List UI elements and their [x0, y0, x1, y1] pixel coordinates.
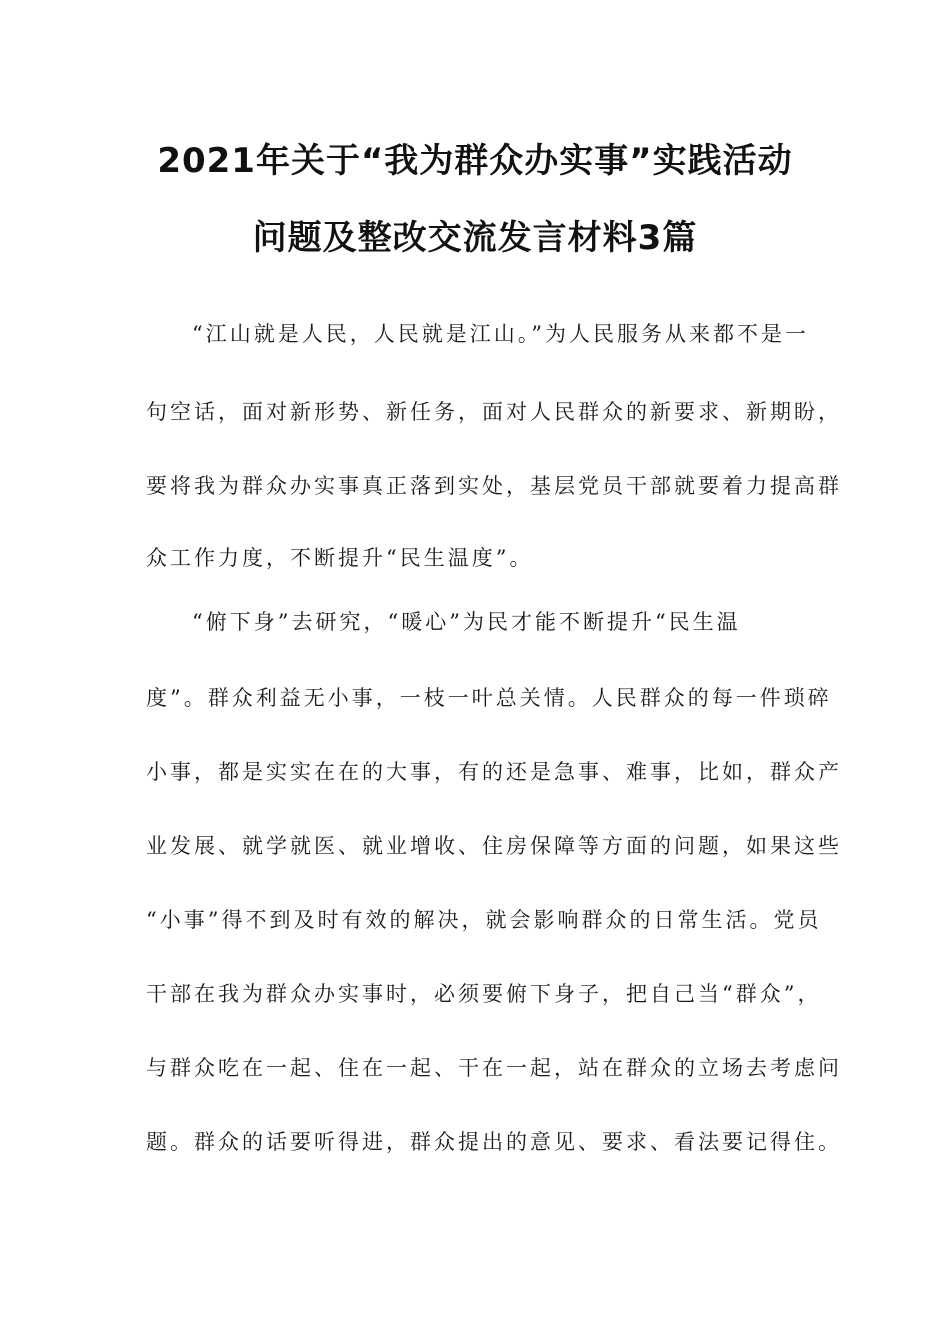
paragraph-2-line-6: 干部在我为群众办实事时，必须要俯下身子，把自己当“群众”， [146, 982, 822, 1006]
paragraph-1-line-4: 众工作力度，不断提升“民生温度”。 [146, 546, 534, 570]
paragraph-2-line-4: 业发展、就学就医、就业增收、住房保障等方面的问题，如果这些 [146, 834, 842, 858]
document-title-line-2: 问题及整改交流发言材料3篇 [252, 218, 698, 258]
paragraph-1-line-3: 要将我为群众办实事真正落到实处，基层党员干部就要着力提高群 [146, 474, 842, 498]
paragraph-2-line-3: 小事，都是实实在在的大事，有的还是急事、难事，比如，群众产 [146, 760, 842, 784]
paragraph-1-line-1: “江山就是人民，人民就是江山。”为人民服务从来都不是一 [192, 322, 809, 346]
paragraph-2-line-1: “俯下身”去研究，“暖心”为民才能不断提升“民生温 [192, 610, 741, 634]
paragraph-1-line-2: 句空话，面对新形势、新任务，面对人民群众的新要求、新期盼， [146, 400, 842, 424]
document-title-line-1: 2021年关于“我为群众办实事”实践活动 [157, 141, 793, 181]
paragraph-2-line-5: “小事”得不到及时有效的解决，就会影响群众的日常生活。党员 [146, 908, 822, 932]
paragraph-2-line-7: 与群众吃在一起、住在一起、干在一起，站在群众的立场去考虑问 [146, 1056, 842, 1080]
paragraph-2-line-8: 题。群众的话要听得进，群众提出的意见、要求、看法要记得住。 [146, 1130, 842, 1154]
paragraph-2-line-2: 度”。群众利益无小事，一枝一叶总关情。人民群众的每一件琐碎 [146, 686, 832, 710]
